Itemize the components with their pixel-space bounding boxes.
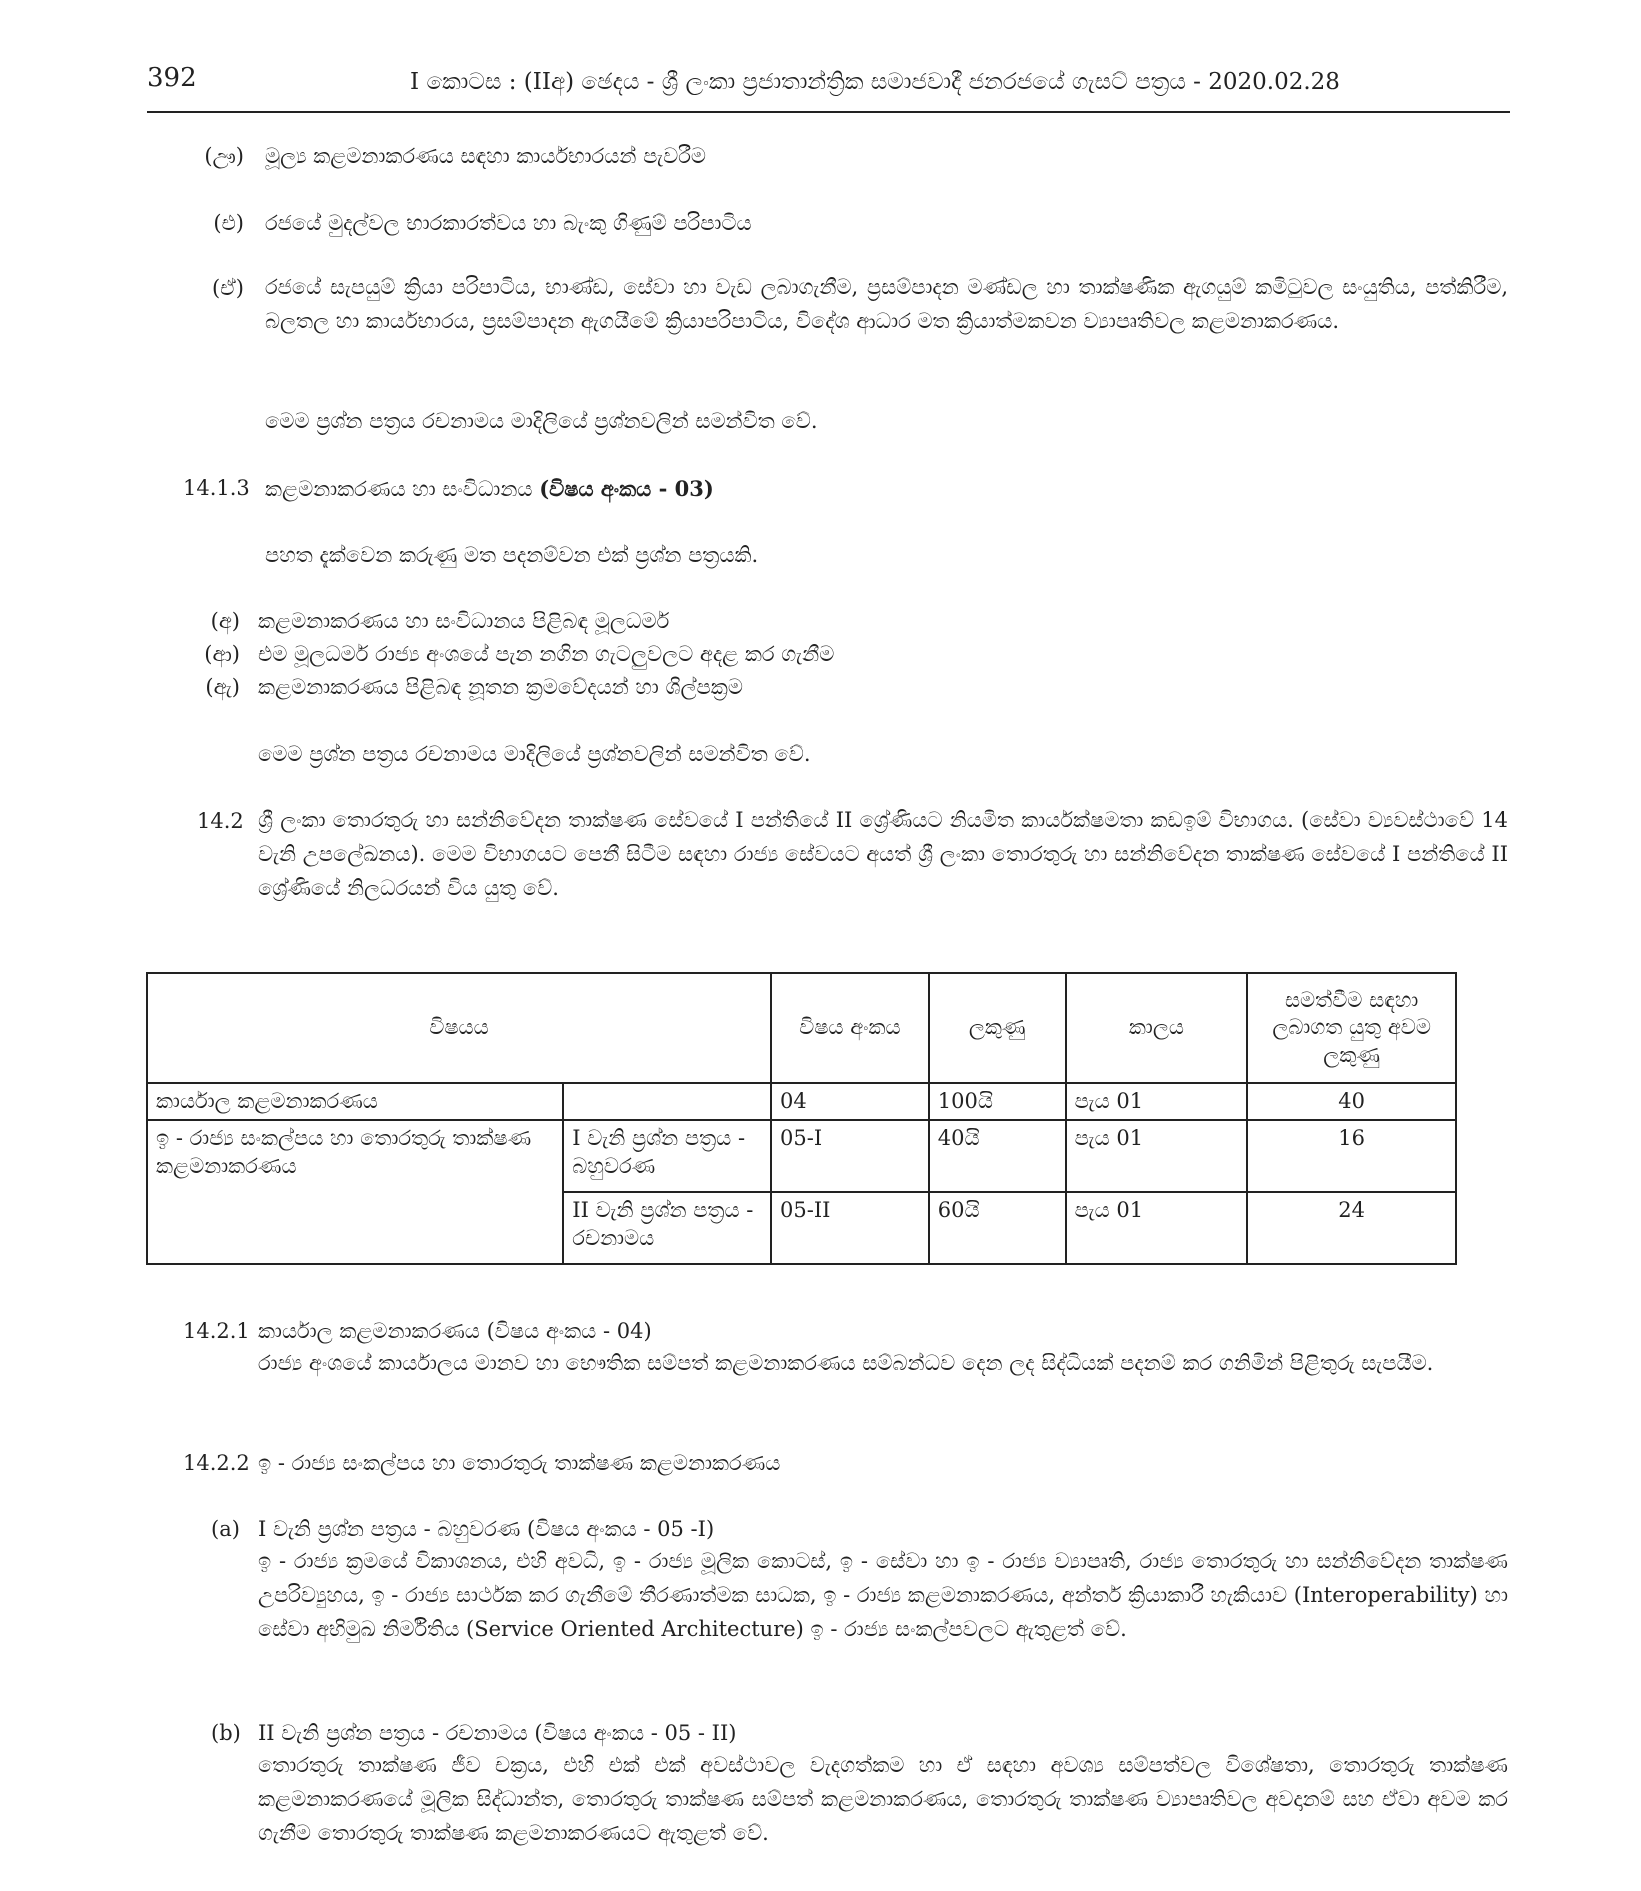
section-number: 14.1.3 xyxy=(183,476,250,500)
section-title: කාර්යාල කළමනාකරණය (විෂය අංකය - 04) xyxy=(258,1319,652,1343)
cell-code: 04 xyxy=(771,1083,929,1120)
section-number: 14.2.1 xyxy=(183,1319,250,1343)
cell-paper: I වැනි ප්‍රශ්න පත්‍රය - බහුවරණ xyxy=(563,1120,771,1192)
subsection-title: II වැනි ප්‍රශ්න පත්‍රය - රචනාමය (විෂය අංකය - 05 - II) xyxy=(258,1721,737,1745)
cell-duration: පැය 01 xyxy=(1066,1120,1248,1192)
paper-note: මෙම ප්‍රශ්න පත්‍රය රචනාමය මාදිලියේ ප්‍රශ්නවලින් සමන්විත වේ. xyxy=(265,409,818,433)
table-row xyxy=(147,1120,1456,1192)
section-number: 14.2 xyxy=(197,809,244,833)
cell-code: 05-I xyxy=(771,1120,929,1192)
item-text: රජයේ මුදල්වල භාරකාරත්වය හා බැංකු ගිණුම් පරිපාටිය xyxy=(265,211,752,235)
cell-pass: 16 xyxy=(1247,1120,1456,1192)
header-subject: විෂයය xyxy=(147,973,771,1083)
header-code: විෂය අංකය xyxy=(771,973,929,1083)
header-marks: ලකුණු xyxy=(929,973,1066,1083)
item-text: කළමනාකරණය හා සංවිධානය පිළිබඳ මූලධර්ම xyxy=(258,609,670,633)
item-label: (ආ) xyxy=(204,642,240,666)
subsection-title: I වැනි ප්‍රශ්න පත්‍රය - බහුවරණ (විෂය අංකය - 05 -I) xyxy=(258,1517,715,1541)
running-title: I කොටස : (IIඅ) ඡෙදය - ශ්‍රී ලංකා ප්‍රජාතාන්ත්‍රික සමාජවාදී ජනරජයේ ගැසට් පත්‍රය - 2020.02.28 xyxy=(410,69,1340,95)
cell-marks: 100යි xyxy=(929,1083,1066,1120)
item-text: එම මූලධර්ම රාජ්‍ය අංශයේ පැන නගින ගැටලුවලට අදළ කර ගැනීම xyxy=(258,642,835,666)
item-text: කළමනාකරණය පිළිබඳ නූතන ක්‍රමවේදයන් හා ශිල්පක්‍රම xyxy=(258,675,743,699)
cell-paper xyxy=(563,1083,771,1120)
subsection-label: (a) xyxy=(211,1517,240,1541)
section-title: ඉ - රාජ්‍ය සංකල්පය හා තොරතුරු තාක්ෂණ කළමනාකරණය xyxy=(258,1451,781,1475)
item-label: (එ) xyxy=(213,211,244,235)
cell-marks: 40යි xyxy=(929,1120,1066,1192)
subject-code: (විෂය අංකය - 03) xyxy=(539,476,714,501)
cell-duration: පැය 01 xyxy=(1066,1083,1248,1120)
subsection-label: (b) xyxy=(211,1721,241,1745)
cell-subject: ඉ - රාජ්‍ය සංකල්පය හා තොරතුරු තාක්ෂණ කළමනාකරණය xyxy=(147,1120,563,1264)
subsection-text: ඉ - රාජ්‍ය ක්‍රමයේ විකාශනය, එහි අවධි, ඉ - රාජ්‍ය මූලික කොටස්, ඉ - සේවා හා ඉ - රාජ්‍ය ව්‍යාපෘති, රාජ්‍ය තොරතුරු හා සන්නිවේදන තාක්ෂණ උපරිව්‍යුහය, ඉ - රාජ්‍ය සාර්ථක කර ගැනීමේ තීරණාත්මක සාධක, ඉ - රාජ්‍ය කළමනාකරණය, අන්තර් ක්‍රියාකාරී හැකියාව (Interoperability) හා සේවා අභිමුඛ නිර්මිතිය (Service Oriented Architecture) ඉ - රාජ්‍ය සංකල්පවලට ඇතුළත් වේ. xyxy=(258,1549,1508,1641)
cell-marks: 60යි xyxy=(929,1192,1066,1264)
item-label: (ඒ) xyxy=(211,276,244,300)
section-title: කළමනාකරණය හා සංවිධානය xyxy=(265,477,533,501)
header-rule xyxy=(147,111,1510,113)
page-number: 392 xyxy=(147,63,197,93)
item-label: (අ) xyxy=(210,609,240,633)
section-text: රාජ්‍ය අංශයේ කාර්යාලය මානව හා භෞතික සම්පත් කළමනාකරණය සම්බන්ධව දෙන ලද සිද්ධියක් පදනම් කර ගනිමින් පිළිතුරු සැපයීම. xyxy=(258,1351,1434,1375)
section-number: 14.2.2 xyxy=(183,1451,250,1475)
item-text: රජයේ සැපයුම් ක්‍රියා පරිපාටිය, භාණ්ඩ, සේවා හා වැඩ ලබාගැනීම, ප්‍රසම්පාදන මණ්ඩල හා තාක්ෂණික ඇගයුම් කමිටුවල සංයුතිය, පත්කිරීම, බලතල හා කාර්යභාරය, ප්‍රසම්පාදන ඇගයීමේ ක්‍රියාපරිපාටිය, විදේශ ආධාර මත ක්‍රියාත්මකවන ව්‍යාපෘතිවල කළමනාකරණය. xyxy=(265,275,1508,333)
section-intro: පහත දැක්වෙන කරුණු මත පදනම්වන එක් ප්‍රශ්න පත්‍රයකි. xyxy=(265,543,759,567)
table-header-row xyxy=(147,973,1456,1083)
cell-code: 05-II xyxy=(771,1192,929,1264)
item-text: මූල්‍ය කළමනාකරණය සඳහා කාර්යභාරයන් පැවරීම xyxy=(265,144,707,168)
cell-paper: II වැනි ප්‍රශ්න පත්‍රය - රචනාමය xyxy=(563,1192,771,1264)
cell-subject: කාර්යාල කළමනාකරණය xyxy=(147,1083,563,1120)
subsection-text: තොරතුරු තාක්ෂණ ජීව චක්‍රය, එහි එක් එක් අවස්ථාවල වැදගත්කම හා ඒ සඳහා අවශ්‍ය සම්පත්වල විශේෂතා, තොරතුරු තාක්ෂණ කළමනාකරණයේ මූලික සිද්ධාන්ත, තොරතුරු තාක්ෂණ සම්පත් කළමනාකරණය, තොරතුරු තාක්ෂණ ව්‍යාපෘතිවල අවදානම් සහ ඒවා අවම කර ගැනීම තොරතුරු තාක්ෂණ කළමනාකරණයට ඇතුළත් වේ. xyxy=(258,1753,1508,1845)
item-label: (ඇ) xyxy=(205,675,240,699)
section-heading xyxy=(265,475,714,503)
cell-duration: පැය 01 xyxy=(1066,1192,1248,1264)
table-row xyxy=(147,1083,1456,1120)
cell-pass: 24 xyxy=(1247,1192,1456,1264)
header-pass-marks: සමත්වීම සඳහා ලබාගත යුතු අවම ලකුණු xyxy=(1247,973,1456,1083)
item-label: (ඌ) xyxy=(204,144,244,168)
header-duration: කාලය xyxy=(1066,973,1248,1083)
section-text: ශ්‍රී ලංකා තොරතුරු හා සන්නිවේදන තාක්ෂණ සේවයේ I පන්තියේ II ශ්‍රේණියට නියමිත කාර්යක්ෂමතා කඩඉම් විභාගය. (සේවා ව්‍යවස්ථාවේ 14 වැනි උපලේඛනය). මෙම විභාගයට පෙනී සිටීම සඳහා රාජ්‍ය සේවයට අයත් ශ්‍රී ලංකා තොරතුරු හා සන්නිවේදන තාක්ෂණ සේවයේ I පන්තියේ II ශ්‍රේණියේ නිලධරයන් විය යුතු වේ. xyxy=(258,808,1508,900)
cell-pass: 40 xyxy=(1247,1083,1456,1120)
exam-table xyxy=(146,972,1457,1265)
paper-note: මෙම ප්‍රශ්න පත්‍රය රචනාමය මාදිලියේ ප්‍රශ්නවලින් සමන්විත වේ. xyxy=(258,742,811,766)
